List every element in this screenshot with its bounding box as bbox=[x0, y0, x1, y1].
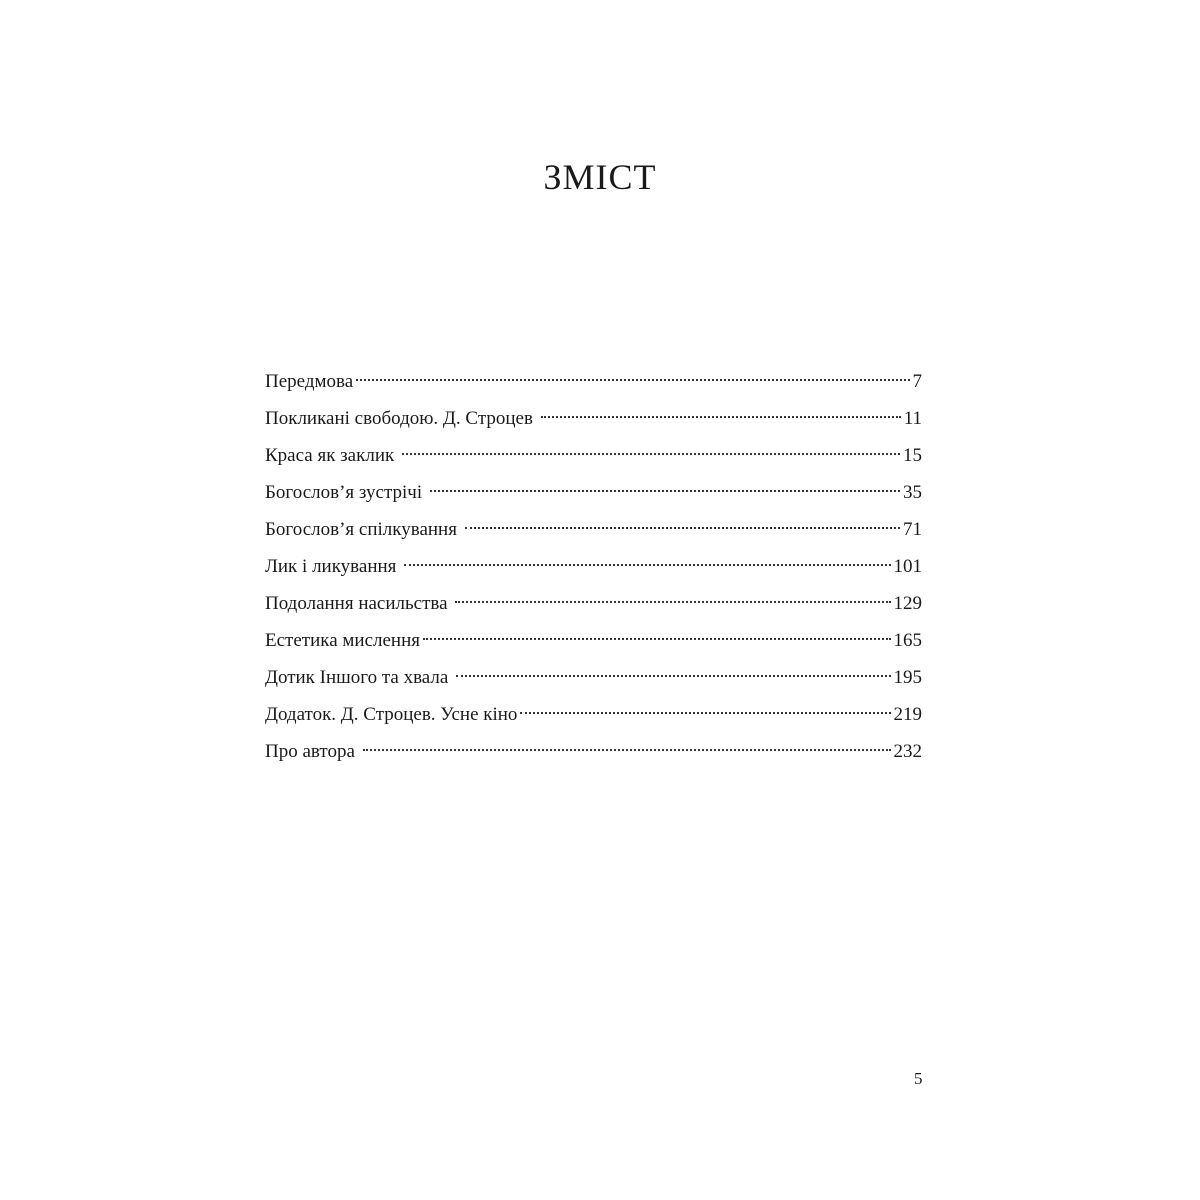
toc-entry-title: Про автора bbox=[265, 741, 360, 762]
toc-entry bbox=[265, 622, 922, 659]
toc-entry bbox=[265, 548, 922, 585]
dot-leader bbox=[402, 453, 900, 455]
dot-leader bbox=[430, 490, 900, 492]
toc-entry-title: Покликані свободою. Д. Строцев bbox=[265, 408, 538, 429]
toc-entry-page: 35 bbox=[903, 482, 922, 503]
dot-leader bbox=[404, 564, 890, 566]
toc-entry-title: Лик і ликування bbox=[265, 556, 402, 577]
toc-entry bbox=[265, 696, 922, 733]
dot-leader bbox=[455, 601, 890, 603]
toc-entry-page: 129 bbox=[893, 593, 922, 614]
toc-entry bbox=[265, 733, 922, 770]
toc-entry-title: Краса як заклик bbox=[265, 445, 399, 466]
toc-entry-page: 15 bbox=[903, 445, 922, 466]
toc-entry-title: Додаток. Д. Строцев. Усне кіно bbox=[265, 704, 518, 725]
toc-entry-title: Богослов’я спілкування bbox=[265, 519, 462, 540]
toc-entry-page: 165 bbox=[893, 630, 922, 651]
dot-leader bbox=[465, 527, 900, 529]
toc-entry bbox=[265, 400, 922, 437]
dot-leader bbox=[541, 416, 901, 418]
toc-entry bbox=[265, 585, 922, 622]
toc-entry-title: Естетика мислення bbox=[265, 630, 420, 651]
dot-leader bbox=[363, 749, 891, 751]
toc-entry-page: 71 bbox=[903, 519, 922, 540]
toc-entry-page: 195 bbox=[893, 667, 922, 688]
toc-entry-title: Дотик Іншого та хвала bbox=[265, 667, 454, 688]
toc-entry bbox=[265, 474, 922, 511]
toc-entry-title: Подолання насильства bbox=[265, 593, 453, 614]
toc-entry-page: 7 bbox=[912, 371, 922, 392]
toc-entry-page: 11 bbox=[903, 408, 922, 429]
dot-leader bbox=[520, 712, 890, 714]
page-title: ЗМІСТ bbox=[543, 157, 657, 197]
dot-leader bbox=[356, 379, 909, 381]
toc-entry-page: 232 bbox=[893, 741, 922, 762]
toc-entry-page: 219 bbox=[893, 704, 922, 725]
dot-leader bbox=[423, 638, 891, 640]
toc-entry bbox=[265, 659, 922, 696]
toc-entry-title: Передмова bbox=[265, 371, 354, 392]
toc-entry-page: 101 bbox=[893, 556, 922, 577]
table-of-contents bbox=[265, 363, 922, 770]
toc-entry bbox=[265, 437, 922, 474]
toc-entry bbox=[265, 363, 922, 400]
toc-entry-title: Богослов’я зустрічі bbox=[265, 482, 427, 503]
page-number: 5 bbox=[914, 1069, 923, 1088]
toc-entry bbox=[265, 511, 922, 548]
dot-leader bbox=[456, 675, 890, 677]
